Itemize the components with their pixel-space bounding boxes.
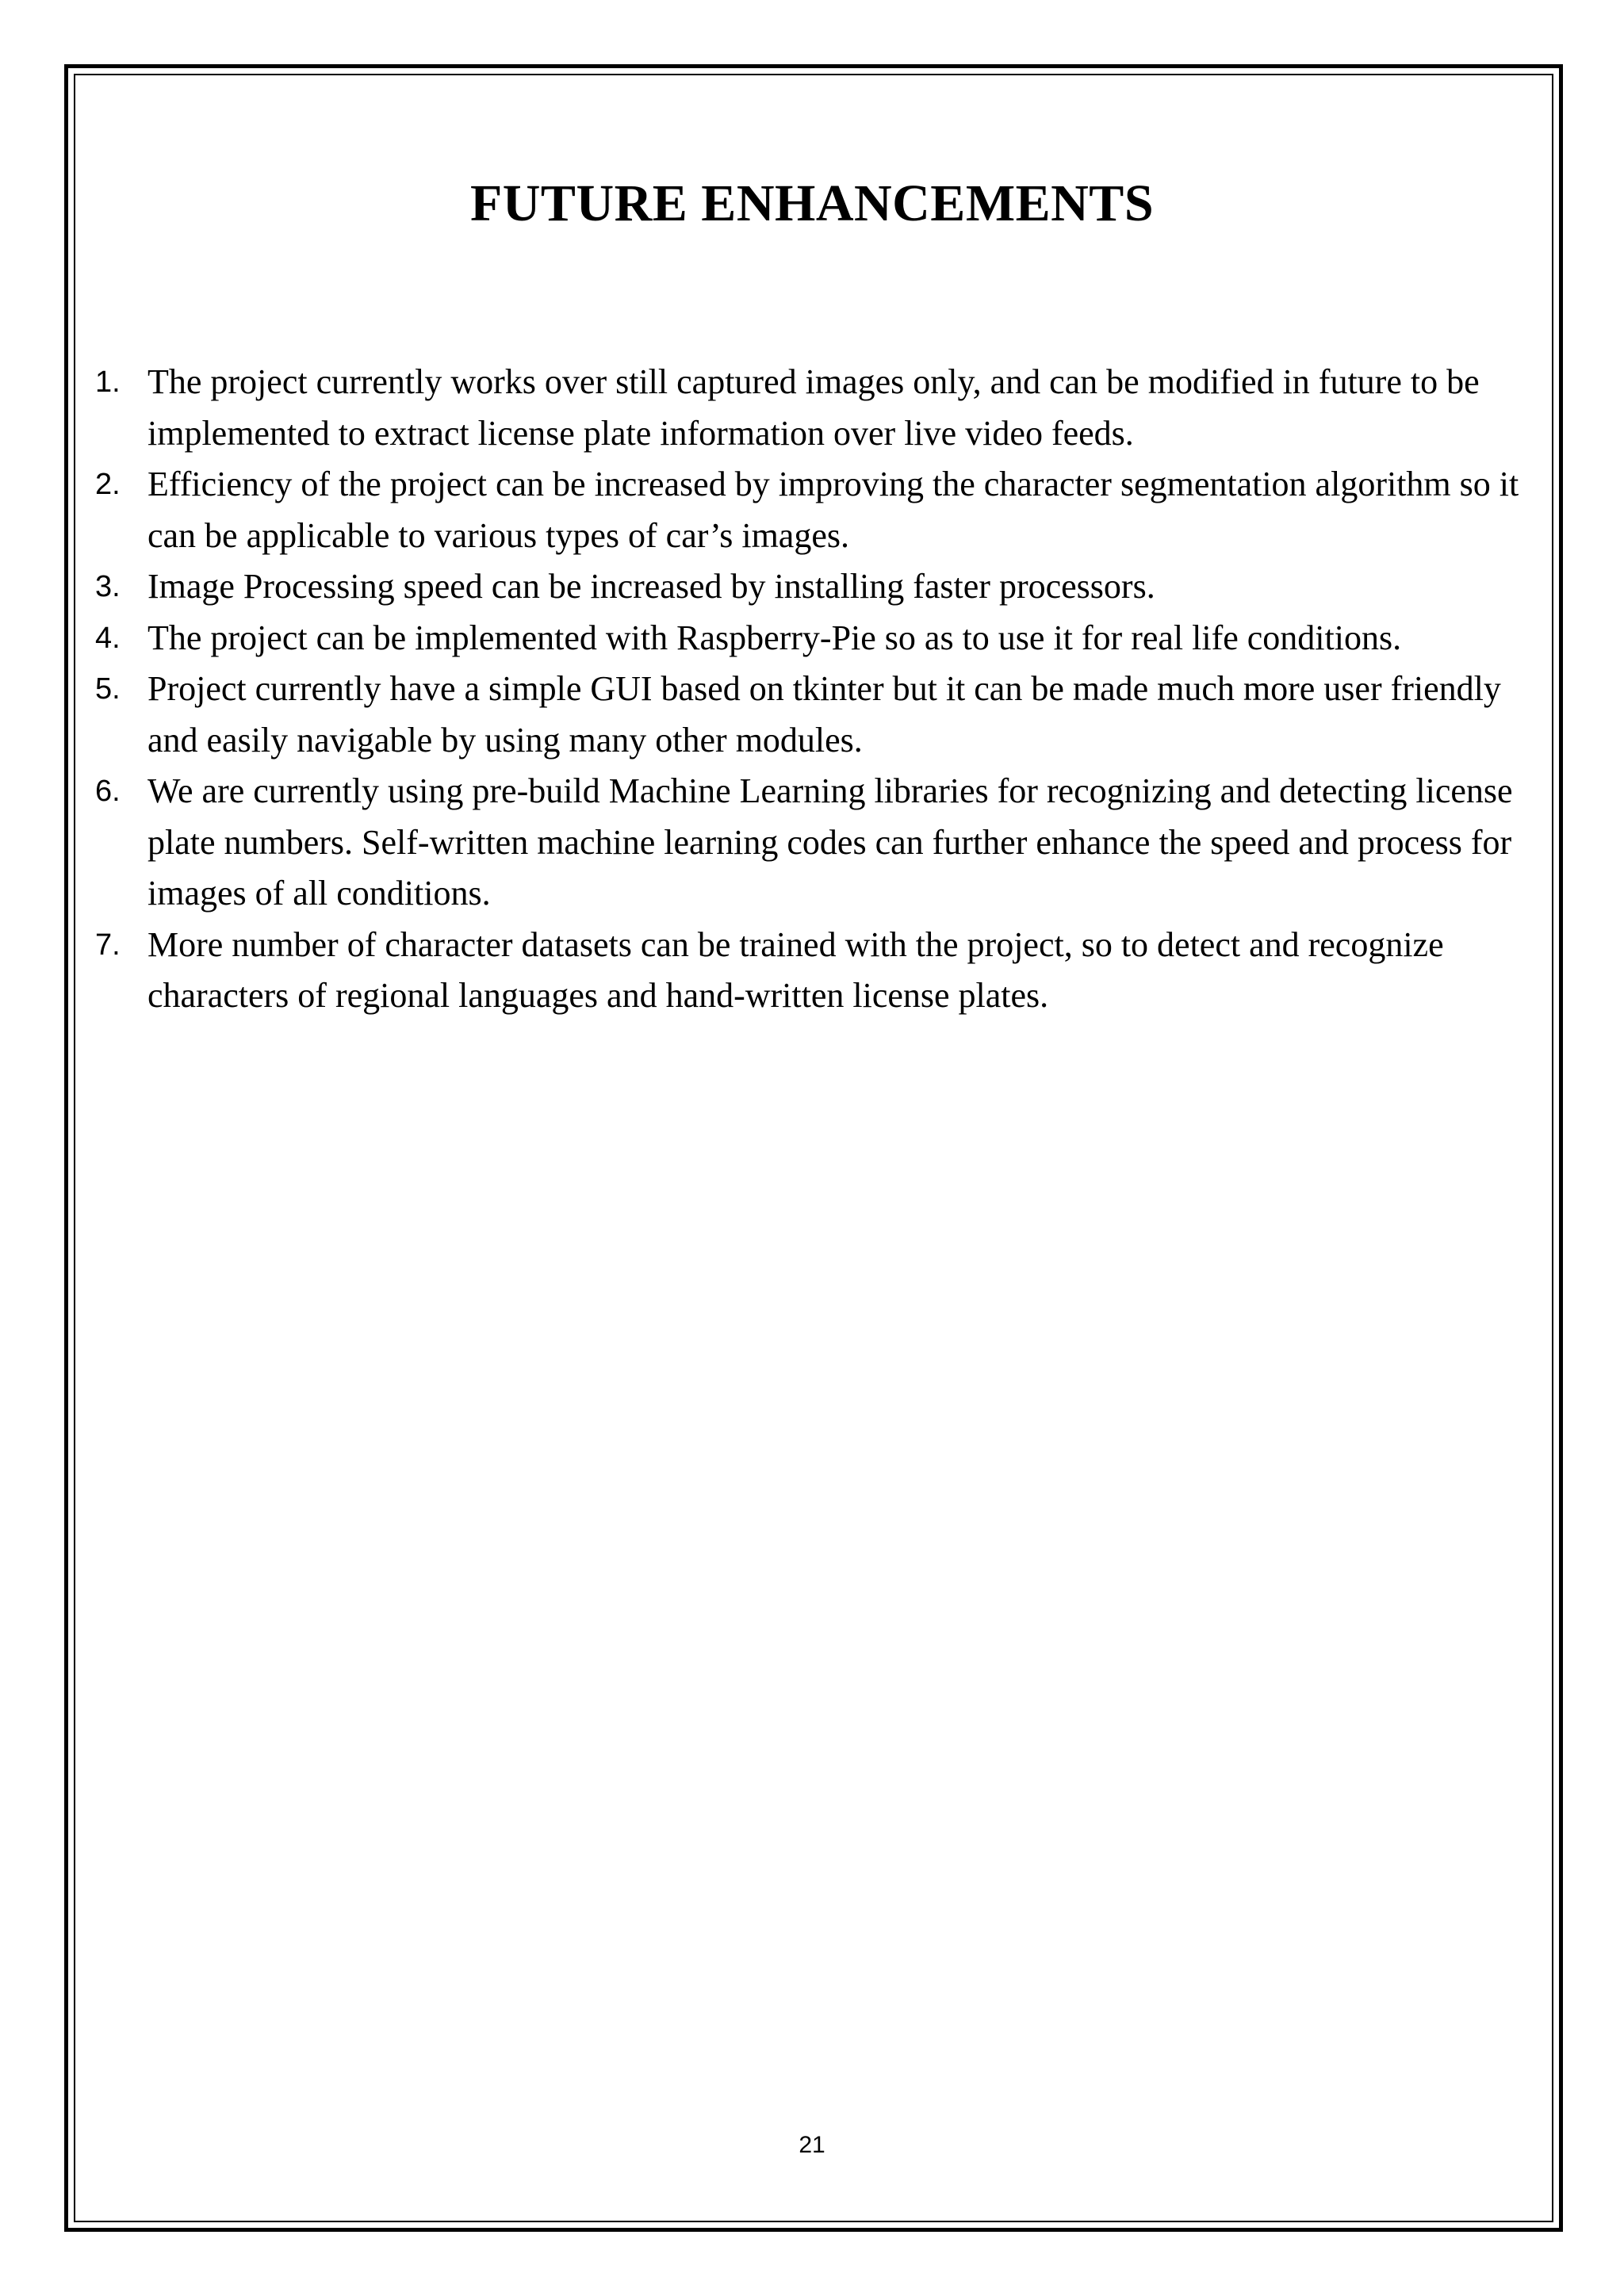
list-item-text: We are currently using pre-build Machine Learning libraries for recognizing and detecting license plate numbers. Self-written machine learning codes can further enhance the speed and process for images of all conditions. [147, 771, 1513, 913]
list-item-text: The project can be implemented with Raspberry-Pie so as to use it for real life conditions. [147, 618, 1402, 657]
list-item-number: 1. [95, 365, 121, 399]
list-item-number: 7. [95, 928, 121, 962]
list-item-text: Project currently have a simple GUI based on tkinter but it can be made much more user friendly and easily navigable by using many other modules. [147, 669, 1501, 760]
list-item-text: The project currently works over still captured images only, and can be modified in future to be implemented to extract license plate information over live video feeds. [147, 362, 1480, 453]
list-item [95, 357, 1546, 459]
list-item [95, 561, 1546, 613]
list-item-text: More number of character datasets can be trained with the project, so to detect and recognize characters of regional languages and hand-written license plates. [147, 924, 1444, 1015]
enhancements-list [95, 357, 1546, 1022]
list-item-text: Efficiency of the project can be increased by improving the character segmentation algorithm so it can be applicable to various types of car’s images. [147, 465, 1519, 555]
list-item [95, 920, 1546, 1022]
list-item [95, 664, 1546, 766]
list-item-number: 6. [95, 775, 121, 808]
list-item [95, 459, 1546, 561]
page-title: FUTURE ENHANCEMENTS [469, 174, 1155, 232]
list-item-number: 3. [95, 570, 121, 603]
list-item [95, 766, 1546, 920]
list-item-number: 5. [95, 672, 121, 706]
list-item-text: Image Processing speed can be increased by installing faster processors. [147, 567, 1155, 606]
page-number: 21 [799, 2132, 825, 2158]
list-item-number: 2. [95, 468, 121, 501]
list-item [95, 613, 1546, 664]
list-item-number: 4. [95, 621, 121, 655]
